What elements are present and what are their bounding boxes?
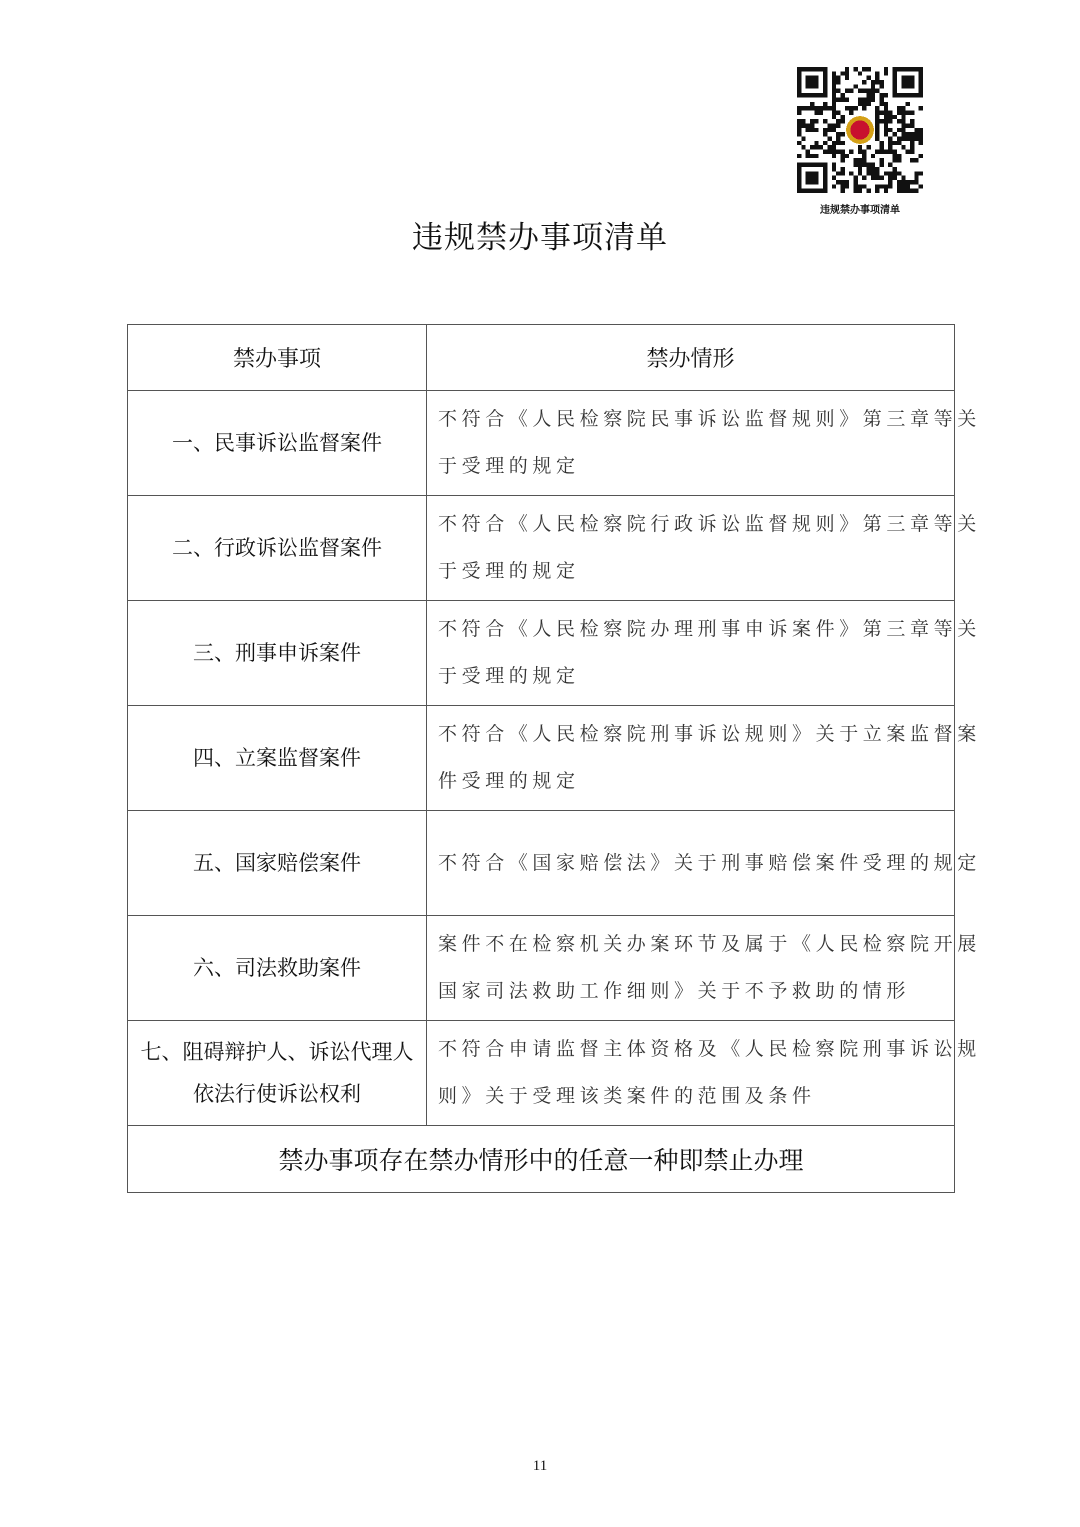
table-row [128, 916, 955, 1021]
footer-note: 禁办事项存在禁办情形中的任意一种即禁止办理 [128, 1126, 955, 1193]
table-row [128, 706, 955, 811]
prohibited-condition [427, 916, 981, 1021]
item-line: 七、阻碍辩护人、诉讼代理人 [140, 1040, 414, 1064]
prohibited-condition [427, 391, 981, 496]
qr-code-icon [797, 67, 923, 193]
prohibited-condition [427, 496, 981, 601]
table-row [128, 1021, 955, 1126]
page-number: 11 [532, 1458, 548, 1474]
condition-line: 不符合《人民检察院民事诉讼监督规则》第三章等关 [438, 408, 981, 430]
header-condition: 禁办情形 [427, 325, 955, 391]
item-line: 五、国家赔偿案件 [193, 851, 361, 875]
table-footer-row [128, 1126, 955, 1193]
item-line: 依法行使诉讼权利 [193, 1082, 361, 1106]
prohibited-item [128, 601, 427, 706]
table-header-row [128, 325, 955, 391]
condition-line: 则》关于受理该类案件的范围及条件 [438, 1085, 816, 1107]
table-row [128, 496, 955, 601]
prohibited-condition [427, 1021, 981, 1126]
condition-line: 案件不在检察机关办案环节及属于《人民检察院开展 [438, 933, 981, 955]
prohibited-item [128, 496, 427, 601]
prohibited-condition [427, 706, 981, 811]
item-line: 四、立案监督案件 [193, 746, 361, 770]
condition-line: 于受理的规定 [438, 560, 580, 582]
table-row [128, 391, 955, 496]
item-line: 一、民事诉讼监督案件 [172, 431, 382, 455]
item-line: 二、行政诉讼监督案件 [172, 536, 382, 560]
page-title: 违规禁办事项清单 [412, 220, 668, 256]
header-item: 禁办事项 [128, 325, 427, 391]
prohibited-condition [427, 601, 981, 706]
condition-line: 于受理的规定 [438, 455, 580, 477]
condition-line: 国家司法救助工作细则》关于不予救助的情形 [438, 980, 911, 1002]
item-line: 三、刑事申诉案件 [193, 641, 361, 665]
item-line: 六、司法救助案件 [193, 956, 361, 980]
prohibited-item [128, 811, 427, 916]
condition-line: 件受理的规定 [438, 770, 580, 792]
table-row [128, 811, 955, 916]
prohibited-item [128, 706, 427, 811]
condition-line: 不符合《人民检察院办理刑事申诉案件》第三章等关 [438, 618, 981, 640]
prohibited-items-table [127, 324, 981, 1193]
prohibited-condition [427, 811, 981, 916]
table-row [128, 601, 955, 706]
qr-caption: 违规禁办事项清单 [820, 205, 900, 216]
condition-line: 于受理的规定 [438, 665, 580, 687]
prohibited-item [128, 391, 427, 496]
prohibited-item [128, 1021, 427, 1126]
prohibited-item [128, 916, 427, 1021]
condition-line: 不符合申请监督主体资格及《人民检察院刑事诉讼规 [438, 1038, 981, 1060]
condition-line: 不符合《人民检察院行政诉讼监督规则》第三章等关 [438, 513, 981, 535]
condition-line: 不符合《国家赔偿法》关于刑事赔偿案件受理的规定 [438, 851, 981, 874]
condition-line: 不符合《人民检察院刑事诉讼规则》关于立案监督案 [438, 723, 981, 745]
